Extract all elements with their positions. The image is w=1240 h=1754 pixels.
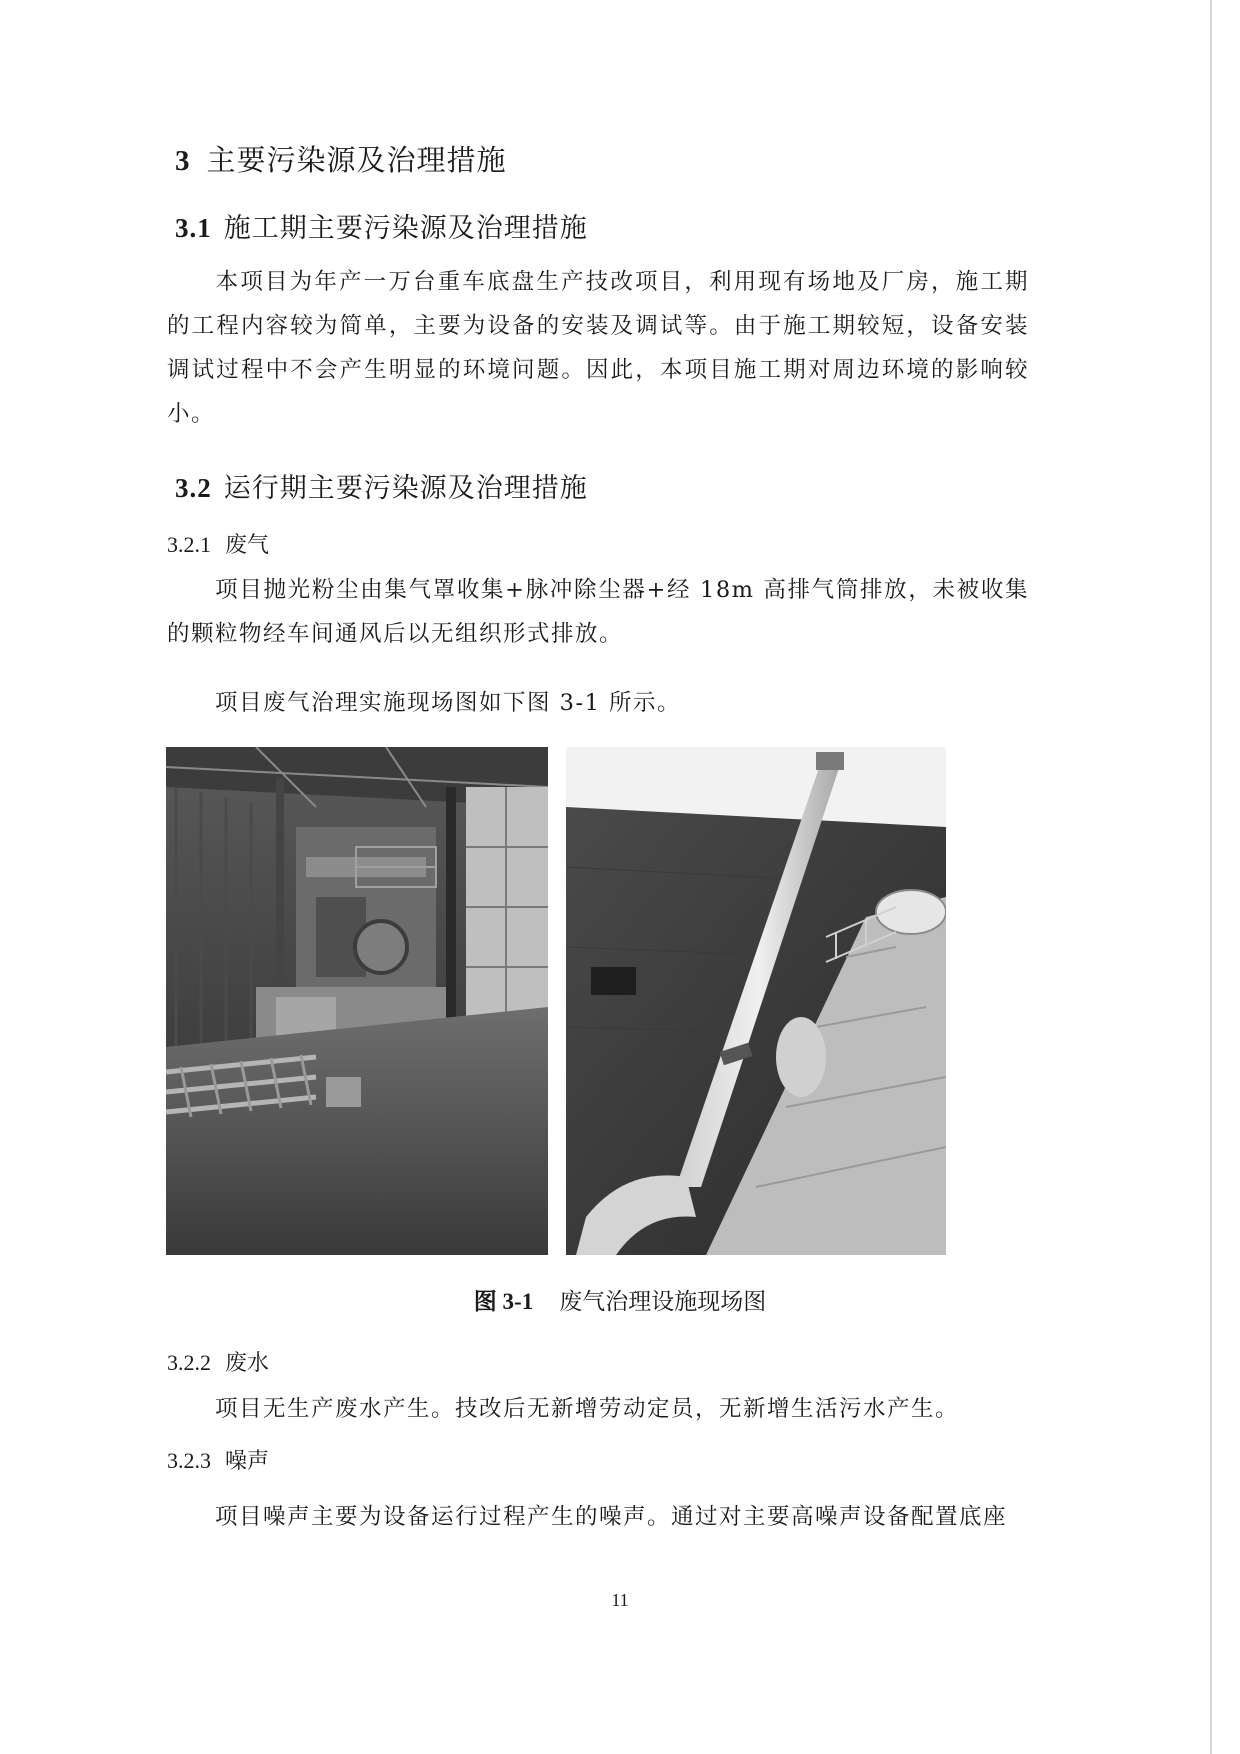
heading-noise — [167, 1444, 269, 1475]
waste-gas-text: 项目抛光粉尘由集气罩收集+脉冲除尘器+经 18m 高排气筒排放，未被收集的颗粒物经车间通风后以无组织形式排放。 — [167, 577, 1029, 647]
subsection-heading-3-1 — [175, 206, 588, 245]
workshop-photo — [166, 747, 548, 1255]
heading-title: 废气 — [225, 533, 270, 558]
section-heading — [175, 138, 507, 179]
subsection-number: 3.2 — [175, 473, 212, 503]
section-number: 3 — [175, 145, 191, 177]
workshop-photo-drawing — [166, 747, 548, 1255]
subsection-heading-3-2 — [175, 466, 588, 505]
noise-text: 项目噪声主要为设备运行过程产生的噪声。通过对主要高噪声设备配置底座 — [215, 1504, 1008, 1530]
heading-number: 3.2.3 — [167, 1448, 211, 1473]
figure-intro-paragraph — [167, 681, 1029, 725]
heading-waste-water — [167, 1346, 269, 1377]
scan-edge-line — [1210, 0, 1212, 1754]
heading-number: 3.2.1 — [167, 532, 211, 557]
construction-text: 本项目为年产一万台重车底盘生产技改项目，利用现有场地及厂房，施工期的工程内容较为简单，主要为设备的安装及调试等。由于施工期较短，设备安装调试过程中不会产生明显的环境问题。因此，本项目施工期对周边环境的影响较小。 — [167, 269, 1029, 427]
dust-collector-photo-drawing — [566, 747, 946, 1255]
dust-collector-photo — [566, 747, 946, 1255]
figure-caption — [0, 1283, 1240, 1316]
figure-intro-text: 项目废气治理实施现场图如下图 3-1 所示。 — [215, 690, 682, 716]
heading-title: 噪声 — [225, 1449, 270, 1474]
figure-caption-text: 废气治理设施现场图 — [559, 1289, 767, 1315]
subsection-title: 运行期主要污染源及治理措施 — [223, 473, 588, 504]
waste-water-text: 项目无生产废水产生。技改后无新增劳动定员，无新增生活污水产生。 — [215, 1396, 960, 1422]
heading-title: 废水 — [225, 1351, 270, 1376]
subsection-number: 3.1 — [175, 213, 212, 243]
subsection-title: 施工期主要污染源及治理措施 — [223, 213, 588, 244]
heading-number: 3.2.2 — [167, 1350, 211, 1375]
waste-gas-paragraph — [167, 568, 1029, 656]
heading-waste-gas — [167, 528, 269, 559]
noise-paragraph — [167, 1495, 1029, 1539]
page-number: 11 — [611, 1590, 629, 1610]
waste-water-paragraph — [167, 1387, 1029, 1431]
construction-paragraph — [167, 260, 1029, 436]
figure-number: 图 3-1 — [473, 1289, 534, 1314]
section-title: 主要污染源及治理措施 — [206, 143, 507, 177]
